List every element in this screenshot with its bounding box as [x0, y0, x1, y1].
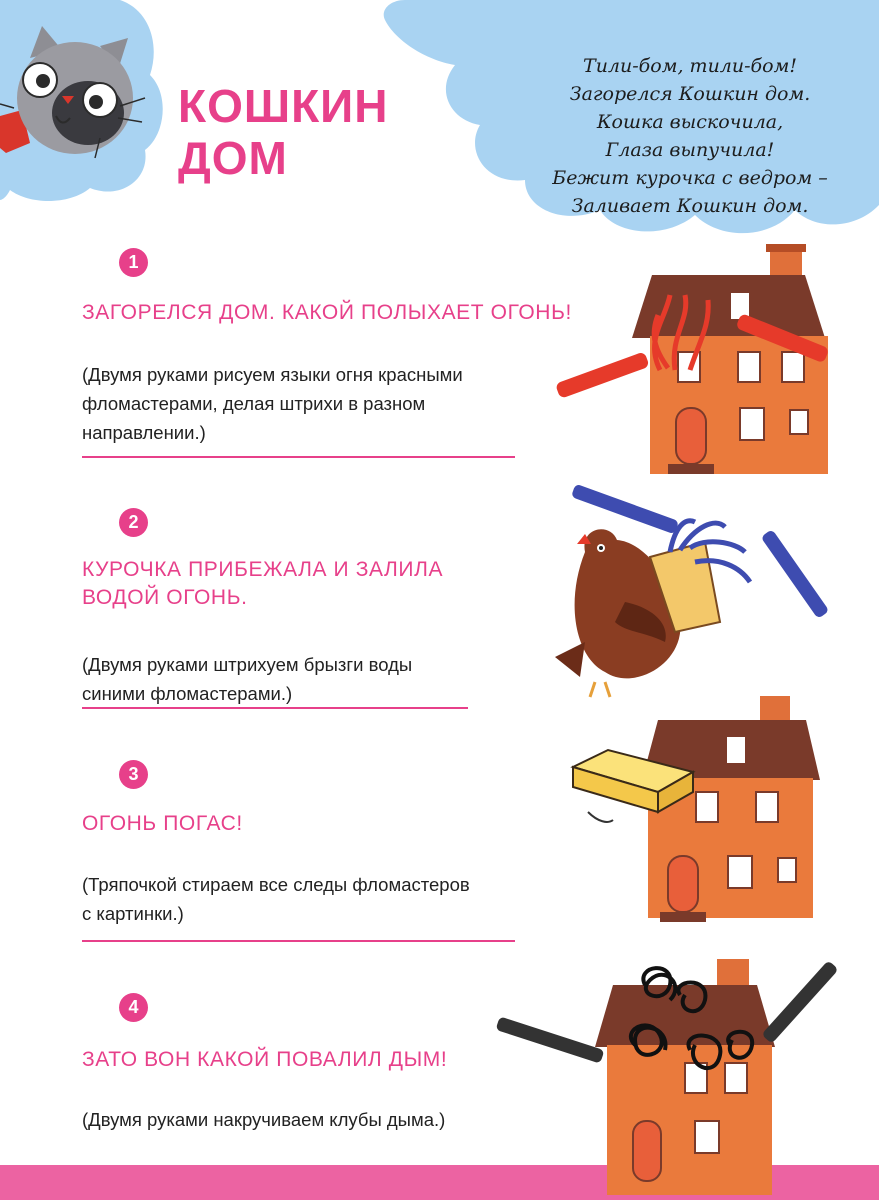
title-line-2: ДОМ [178, 132, 288, 184]
step-2-heading: КУРОЧКА ПРИБЕЖАЛА И ЗАЛИЛА ВОДОЙ ОГОНЬ. [82, 558, 444, 609]
step-3-number: 3 [119, 760, 148, 789]
step-2-description: (Двумя руками штрихуем брызги воды синими фломастерами.) [82, 654, 413, 704]
step-4-heading: ЗАТО ВОН КАКОЙ ПОВАЛИЛ ДЫМ! [82, 1048, 448, 1071]
poem-line: Бежит курочка с ведром – [552, 167, 828, 189]
step-1-divider [82, 456, 515, 458]
step-2-number: 2 [119, 508, 148, 537]
step-3-divider [82, 940, 515, 942]
step-2-divider [82, 707, 468, 709]
title-line-1: КОШКИН [178, 80, 389, 132]
poem-line: Глаза выпучила! [605, 139, 775, 161]
poem [520, 52, 860, 220]
poem-line: Загорелся Кошкин дом. [569, 83, 811, 105]
house-icon [568, 692, 828, 927]
step-1-heading: ЗАГОРЕЛСЯ ДОМ. КАКОЙ ПОЛЫХАЕТ ОГОНЬ! [82, 301, 572, 324]
hen-icon [555, 482, 840, 707]
step-1-description: (Двумя руками рисуем языки огня красными фломастерами, делая штрихи в разном направлении.) [82, 364, 463, 443]
poem-line: Тили-бом, тили-бом! [583, 55, 797, 77]
poem-line: Заливает Кошкин дом. [571, 195, 809, 217]
step-4-number: 4 [119, 993, 148, 1022]
house-icon [495, 955, 850, 1195]
step-4-description: (Двумя руками накручиваем клубы дыма.) [82, 1109, 446, 1130]
poem-line: Кошка выскочила, [596, 111, 784, 133]
page-title [178, 80, 388, 184]
step-3-description: (Тряпочкой стираем все следы фломастеров с картинки.) [82, 874, 470, 924]
cat-face-icon [0, 18, 150, 168]
step-1-number: 1 [119, 248, 148, 277]
house-icon [550, 240, 840, 485]
step-3-heading: ОГОНЬ ПОГАС! [82, 812, 243, 835]
